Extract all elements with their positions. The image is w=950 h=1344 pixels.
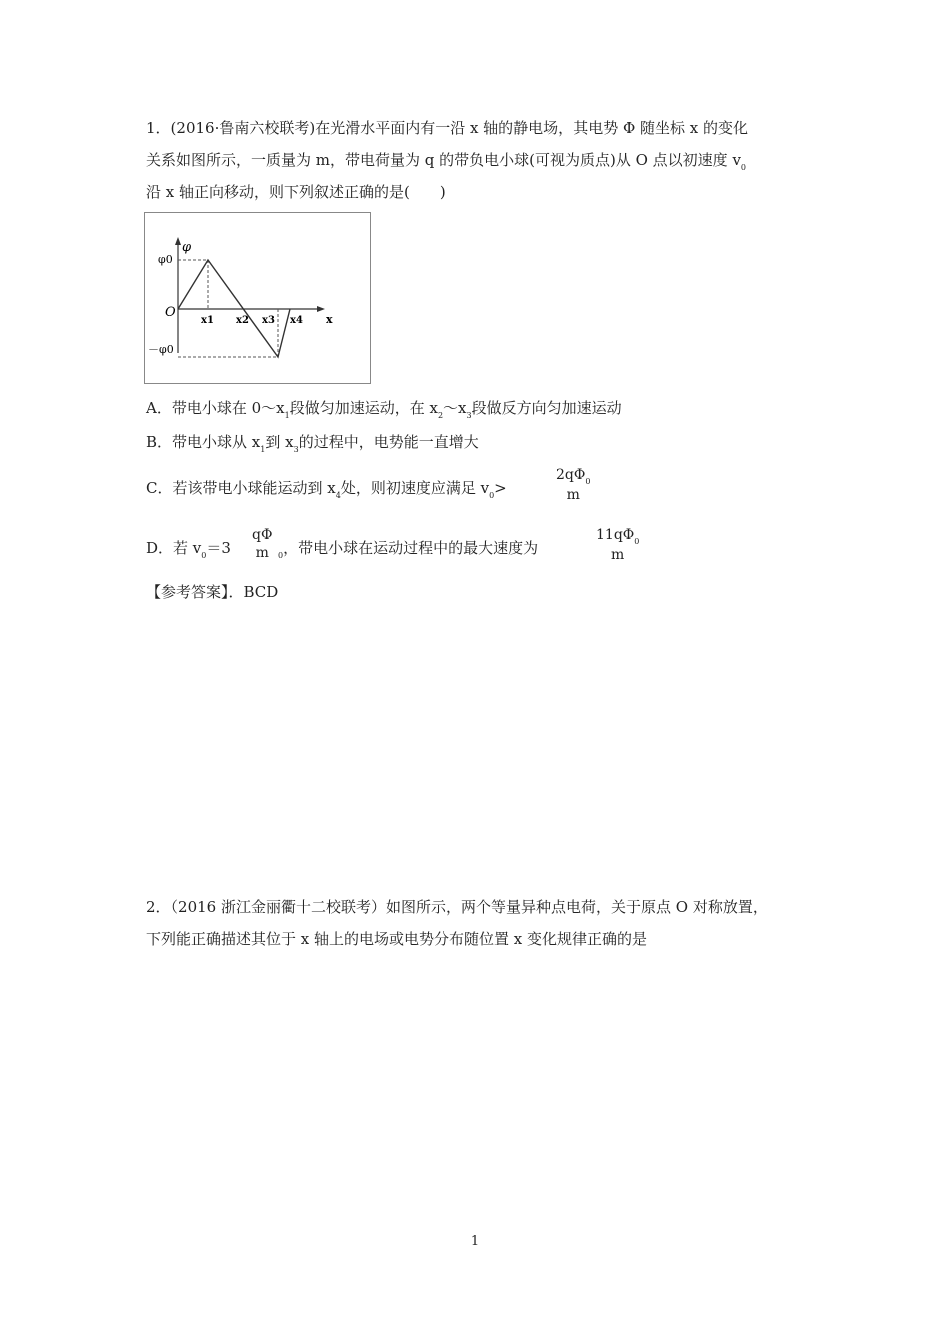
option-c: C．若该带电小球能运动到 $x_4$处，则初速度应满足 $v_0>$ — [146, 479, 507, 500]
x4-label: x4 — [290, 315, 303, 326]
phi0-label: φ0 — [158, 253, 173, 266]
phi-axis-arrow — [175, 237, 181, 245]
q2-line-1: 2．（2016 浙江金丽衢十二校联考）如图所示，两个等量异种点电荷，关于原点 O 对称放置， — [146, 898, 768, 916]
phi-axis-label: φ — [182, 240, 192, 255]
potential-graph-figure — [144, 212, 371, 384]
option-b: B．带电小球从 $x_1$到 $x_3$的过程中，电势能一直增大 — [146, 433, 479, 454]
q2-line-2: 下列能正确描述其位于 x 轴上的电场或电势分布随位置 x 变化规律正确的是 — [146, 930, 647, 948]
option-c-fraction: $2q\Phi_0$ m — [556, 467, 591, 503]
x-axis-label: x — [326, 313, 333, 326]
option-d-rest: $_0$，带电小球在运动过程中的最大速度为 — [278, 539, 539, 560]
q1-line-2: 关系如图所示，一质量为 m，带电荷量为 q 的带负电小球(可视为质点)从 O 点以初速度 $v_0$ — [146, 151, 747, 172]
potential-graph — [145, 213, 370, 383]
x3-label: x3 — [262, 315, 275, 326]
x2-label: x2 — [236, 315, 249, 326]
option-a: A．带电小球在 $0\sim x_1$段做匀加速运动，在 $x_2\sim x_3$段做反方向匀加速运动 — [146, 399, 622, 420]
neg-phi0-label: －φ0 — [148, 343, 174, 356]
x-axis-arrow — [317, 306, 325, 312]
page-number: 1 — [470, 1234, 480, 1249]
option-d: D．若 $v_0=3$ — [146, 539, 231, 560]
option-d-fraction-1: qΦ m — [252, 527, 273, 561]
q1-line-3: 沿 x 轴正向移动，则下列叙述正确的是( ) — [146, 183, 446, 201]
answer-key: 【参考答案】．BCD — [146, 583, 279, 601]
x1-label: x1 — [201, 315, 214, 326]
q1-line-1: 1．(2016·鲁南六校联考)在光滑水平面内有一沿 x 轴的静电场，其电势 Φ 随坐标 x 的变化 — [146, 119, 749, 137]
origin-label: O — [165, 305, 176, 320]
option-d-fraction-2: $11q\Phi_0$ m — [596, 527, 640, 563]
